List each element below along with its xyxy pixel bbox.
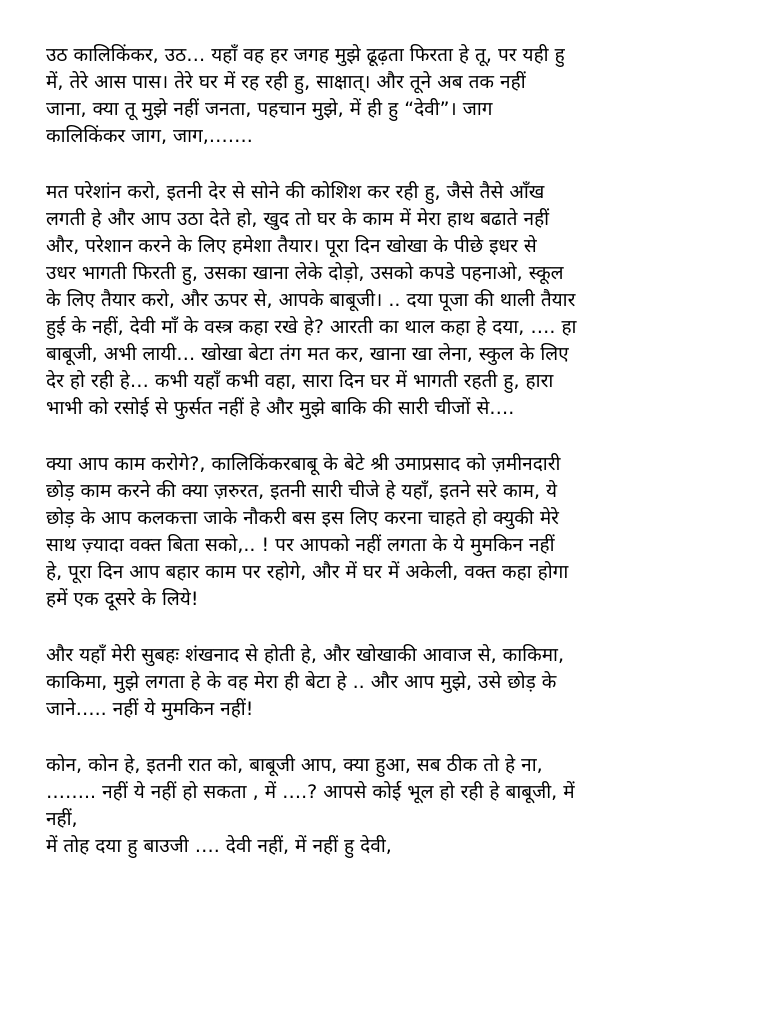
text-line: कालिकिंकर जाग, जाग,……. (46, 125, 253, 147)
paragraph-1 (46, 42, 718, 150)
text-line: हुई के नहीं, देवी माँ के वस्त्र कहा रखे हे? आरती का थाल कहा हे दया, …. हा (46, 316, 577, 338)
text-line: उठ कालिकिंकर, उठ… यहाँ वह हर जगह मुझे ढूढ़ता फिरता हे तू, पर यही हु (46, 44, 565, 66)
text-line: जाना, क्या तू मुझे नहीं जनता, पहचान मुझे, में ही हु “देवी”। जाग (46, 98, 493, 120)
text-line: हे, पूरा दिन आप बहार काम पर रहोगे, और में घर में अकेली, वक्त कहा होगा (46, 561, 569, 583)
text-line: देर हो रही हे… कभी यहाँ कभी वहा, सारा दिन घर में भागती रहती हु, हारा (46, 370, 554, 392)
paragraph-5 (46, 752, 718, 860)
text-line: छोड़ काम करने की क्या ज़रुरत, इतनी सारी चीजे हे यहाँ, इतने सरे काम, ये (46, 480, 558, 502)
text-line: छोड़ के आप कलकत्ता जाके नौकरी बस इस लिए करना चाहते हो क्युकी मेरे (46, 507, 559, 529)
text-line: में तोह दया हु बाउजी …. देवी नहीं, में नहीं हु देवी, (46, 835, 392, 857)
text-line: कोन, कोन हे, इतनी रात को, बाबूजी आप, क्या हुआ, सब ठीक तो हे ना, (46, 754, 543, 776)
text-line: नहीं, (46, 808, 78, 830)
text-line: हमें एक दूसरे के लिये! (46, 588, 199, 610)
text-line: और, परेशान करने के लिए हमेशा तैयार। पूरा दिन खोखा के पीछे इधर से (46, 235, 537, 257)
text-line: में, तेरे आस पास। तेरे घर में रह रही हु, साक्षात्। और तूने अब तक नहीं (46, 71, 526, 93)
paragraph-2 (46, 179, 718, 422)
text-line: …….. नहीं ये नहीं हो सकता , में ….? आपसे कोई भूल हो रही हे बाबूजी, में (46, 781, 575, 803)
text-line: उधर भागती फिरती हु, उसका खाना लेके दोड़ो, उसको कपडे पहनाओ, स्कूल (46, 262, 564, 284)
paragraph-4 (46, 642, 718, 723)
text-line: क्या आप काम करोगे?, कालिकिंकरबाबू के बेटे श्री उमाप्रसाद को ज़मीनदारी (46, 453, 561, 475)
text-line: बाबूजी, अभी लायी… खोखा बेटा तंग मत कर, खाना खा लेना, स्कुल के लिए (46, 343, 569, 365)
text-line: साथ ज़्यादा वक्त बिता सको,.. ! पर आपको नहीं लगता के ये मुमकिन नहीं (46, 534, 555, 556)
text-line: के लिए तैयार करो, और ऊपर से, आपके बाबूजी। .. दया पूजा की थाली तैयार (46, 289, 576, 311)
text-line: भाभी को रसोई से फुर्सत नहीं हे और मुझे बाकि की सारी चीजों से…. (46, 397, 515, 419)
text-line: जाने….. नहीं ये मुमकिन नहीं! (46, 698, 254, 720)
text-line: मत परेशांन करो, इतनी देर से सोने की कोशिश कर रही हु, जैसे तैसे आँख (46, 181, 545, 203)
text-line: और यहाँ मेरी सुबहः शंखनाद से होती हे, और खोखाकी आवाज से, काकिमा, (46, 644, 565, 666)
text-line: लगती हे और आप उठा देते हो, खुद तो घर के काम में मेरा हाथ बढाते नहीं (46, 208, 550, 230)
text-line: काकिमा, मुझे लगता हे के वह मेरा ही बेटा हे .. और आप मुझे, उसे छोड़ के (46, 671, 557, 693)
paragraph-3 (46, 451, 718, 613)
